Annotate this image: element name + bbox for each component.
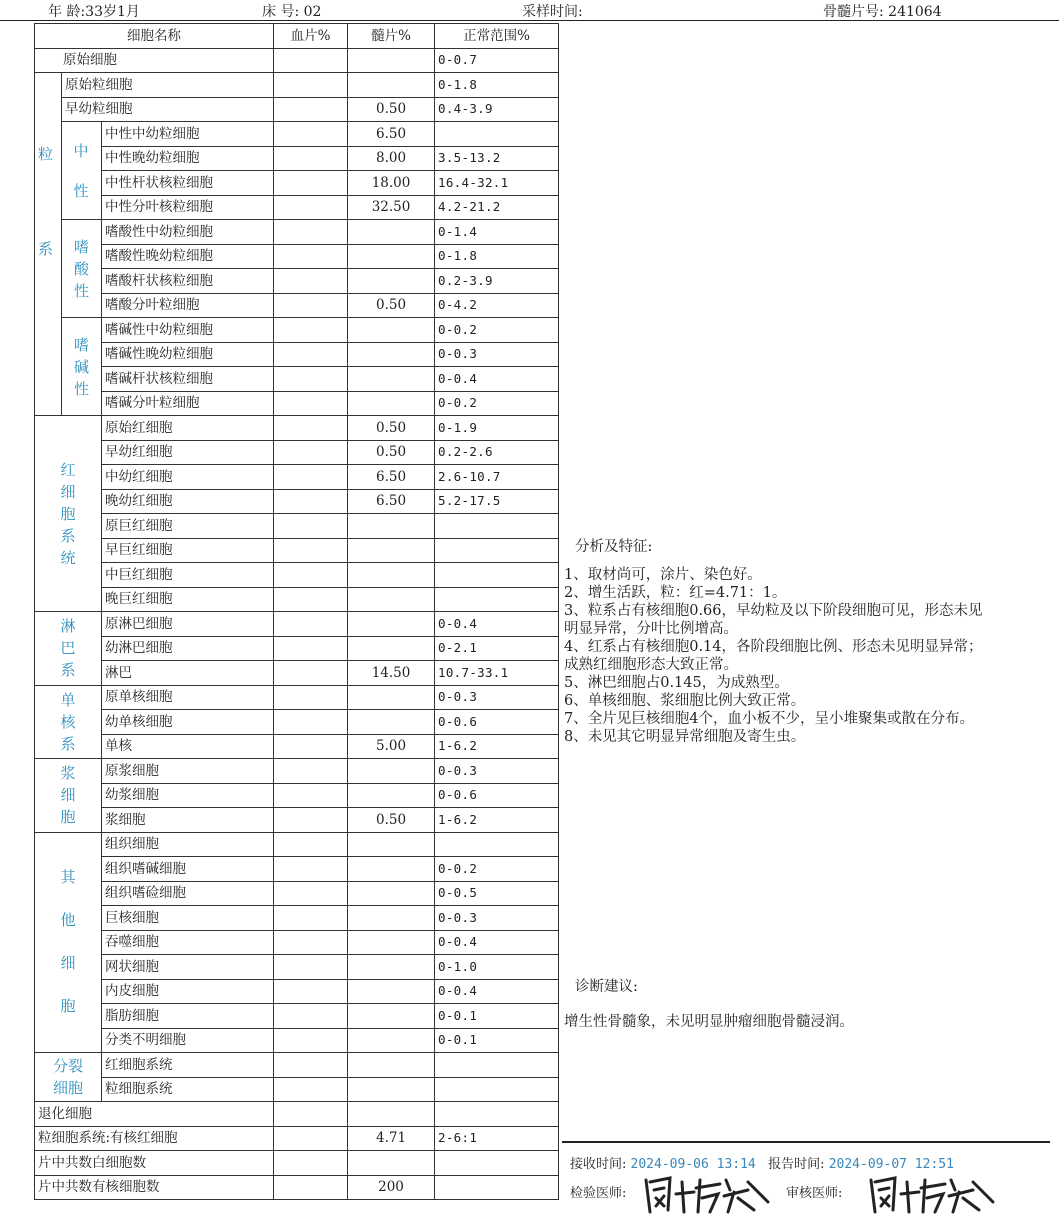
- table-row: [35, 122, 559, 147]
- normal-range: 3.5-13.2: [435, 146, 559, 171]
- group-label: 单核系: [60, 690, 76, 753]
- group-label: 粒系: [36, 146, 54, 336]
- table-row: [35, 759, 559, 784]
- header-divider: [0, 20, 1059, 21]
- marrow-value: [348, 685, 435, 710]
- analysis-item: 4、红系占有核细胞0.14，各阶段细胞比例、形态未见明显异常；成熟红细胞形态大致正常。: [564, 639, 983, 673]
- cell-name: 嗜碱性中幼粒细胞: [102, 318, 274, 343]
- cell-name: 巨核细胞: [102, 906, 274, 931]
- marrow-value: [348, 881, 435, 906]
- table-row: [35, 269, 559, 294]
- table-row: [35, 734, 559, 759]
- group-basophil: [62, 318, 102, 416]
- analysis-item: 3、粒系占有核细胞0.66，早幼粒及以下阶段细胞可见，形态未见明显异常，分叶比例增高。: [564, 603, 983, 637]
- diagnosis-title: 诊断建议:: [575, 979, 638, 995]
- table-row: [35, 416, 559, 441]
- analysis-title: 分析及特征:: [575, 539, 653, 555]
- marrow-value: 8.00: [348, 146, 435, 171]
- blood-value: [274, 1077, 348, 1102]
- marrow-value: [348, 783, 435, 808]
- bed-number: 床 号: 02: [262, 4, 322, 20]
- table-row: [35, 881, 559, 906]
- table-row: [35, 342, 559, 367]
- blood-value: [274, 636, 348, 661]
- analysis-item: 5、淋巴细胞占0.145，为成熟型。: [564, 675, 789, 691]
- marrow-value: 6.50: [348, 122, 435, 147]
- normal-range: [435, 587, 559, 612]
- marrow-value: [348, 1028, 435, 1053]
- analysis-section: [564, 538, 1004, 746]
- blood-value: [274, 514, 348, 539]
- group-neutrophil: [62, 122, 109, 220]
- table-row: [35, 710, 559, 735]
- normal-range: [435, 563, 559, 588]
- blood-value: [274, 269, 348, 294]
- cell-name: 中巨红细胞: [102, 563, 274, 588]
- normal-range: 0-2.1: [435, 636, 559, 661]
- normal-range: 0-0.1: [435, 1004, 559, 1029]
- cell-name: 脂肪细胞: [102, 1004, 274, 1029]
- normal-range: 0-1.8: [435, 244, 559, 269]
- normal-range: 0-0.6: [435, 710, 559, 735]
- blood-value: [274, 832, 348, 857]
- col-cell-name: 细胞名称: [35, 24, 274, 49]
- normal-range: 1-6.2: [435, 808, 559, 833]
- normal-range: 0.2-2.6: [435, 440, 559, 465]
- sample-time: 采样时间:: [522, 4, 583, 20]
- blood-value: [274, 1004, 348, 1029]
- cell-name: 红细胞系统: [102, 1053, 274, 1078]
- cell-name: 嗜酸杆状核粒细胞: [102, 269, 274, 294]
- table-row: [35, 195, 559, 220]
- cell-name: 中幼红细胞: [102, 465, 274, 490]
- cell-name: 原始红细胞: [102, 416, 274, 441]
- normal-range: 0-0.2: [435, 857, 559, 882]
- cell-name: 嗜酸性晚幼粒细胞: [102, 244, 274, 269]
- normal-range: 5.2-17.5: [435, 489, 559, 514]
- blood-value: [274, 489, 348, 514]
- normal-range: 0-1.9: [435, 416, 559, 441]
- cell-name: 退化细胞: [35, 1102, 274, 1127]
- marrow-value: [348, 979, 435, 1004]
- blood-value: [274, 1053, 348, 1078]
- cell-name: 早幼红细胞: [102, 440, 274, 465]
- group-label: 分裂细胞: [52, 1057, 83, 1097]
- table-row: [35, 563, 559, 588]
- blood-value: [274, 293, 348, 318]
- blood-value: [274, 171, 348, 196]
- blood-value: [274, 220, 348, 245]
- group-eosinophil: [62, 220, 102, 318]
- table-row: [35, 146, 559, 171]
- normal-range: 0-0.2: [435, 318, 559, 343]
- marrow-value: 18.00: [348, 171, 435, 196]
- cell-name: 内皮细胞: [102, 979, 274, 1004]
- marrow-value: [348, 1151, 435, 1176]
- marrow-value: [348, 342, 435, 367]
- cell-name: 粒细胞系统:有核红细胞: [35, 1126, 274, 1151]
- cell-name: 幼淋巴细胞: [102, 636, 274, 661]
- table-row: [35, 97, 559, 122]
- table-row: [35, 171, 559, 196]
- normal-range: 0.2-3.9: [435, 269, 559, 294]
- table-row: [35, 636, 559, 661]
- cell-name: 早巨红细胞: [102, 538, 274, 563]
- normal-range: 0-0.7: [435, 48, 559, 73]
- normal-range: 0.4-3.9: [435, 97, 559, 122]
- table-row: [35, 367, 559, 392]
- blood-value: [274, 857, 348, 882]
- blood-value: [274, 97, 348, 122]
- table-row: [35, 293, 559, 318]
- report-time: 2024-09-07 12:51: [828, 1157, 954, 1172]
- cell-count-table: [34, 23, 559, 1200]
- table-row: [35, 979, 559, 1004]
- report-header: [0, 0, 1059, 20]
- cell-name: 单核: [102, 734, 274, 759]
- marrow-value: 4.71: [348, 1126, 435, 1151]
- blood-value: [274, 1175, 348, 1200]
- cell-name: 嗜碱分叶粒细胞: [102, 391, 274, 416]
- table-row: [35, 832, 559, 857]
- diagnosis-text: 增生性骨髓象，未见明显肿瘤细胞骨髓浸润。: [564, 1014, 854, 1030]
- cell-name: 原始粒细胞: [62, 73, 274, 98]
- blood-value: [274, 808, 348, 833]
- marrow-value: 0.50: [348, 440, 435, 465]
- normal-range: 0-0.2: [435, 391, 559, 416]
- group-label: 其他细胞: [60, 868, 76, 1016]
- normal-range: 0-0.4: [435, 367, 559, 392]
- normal-range: [435, 1077, 559, 1102]
- blood-value: [274, 906, 348, 931]
- normal-range: 0-0.6: [435, 783, 559, 808]
- marrow-value: [348, 269, 435, 294]
- group-label: 淋巴系: [60, 617, 76, 680]
- cell-name: 分类不明细胞: [102, 1028, 274, 1053]
- cell-name: 晚巨红细胞: [102, 587, 274, 612]
- blood-value: [274, 881, 348, 906]
- group-label: 嗜碱性: [73, 335, 89, 398]
- table-row: [35, 538, 559, 563]
- blood-value: [274, 955, 348, 980]
- marrow-value: [348, 220, 435, 245]
- cell-name: 组织嗜碱细胞: [102, 857, 274, 882]
- reviewer-signature: [865, 1172, 1005, 1216]
- table-row: [35, 1028, 559, 1053]
- marrow-value: 0.50: [348, 97, 435, 122]
- blood-value: [274, 465, 348, 490]
- cell-name: 淋巴: [102, 661, 274, 686]
- group-granulocyte: [35, 73, 62, 416]
- table-row: [35, 514, 559, 539]
- marrow-value: [348, 391, 435, 416]
- normal-range: [435, 122, 559, 147]
- group-monocyte: [35, 685, 102, 759]
- cell-name: 中性分叶核粒细胞: [102, 195, 274, 220]
- blood-value: [274, 612, 348, 637]
- table-row: [35, 857, 559, 882]
- marrow-value: [348, 636, 435, 661]
- table-row: [35, 612, 559, 637]
- group-erythroid: [35, 416, 102, 612]
- marrow-value: [348, 930, 435, 955]
- normal-range: 0-0.3: [435, 685, 559, 710]
- table-row: [35, 906, 559, 931]
- cell-name: 幼单核细胞: [102, 710, 274, 735]
- normal-range: 0-0.4: [435, 930, 559, 955]
- blood-value: [274, 48, 348, 73]
- table-header-row: [35, 24, 559, 49]
- blood-value: [274, 122, 348, 147]
- normal-range: 0-0.1: [435, 1028, 559, 1053]
- normal-range: 0-0.4: [435, 612, 559, 637]
- group-label: 嗜酸性: [73, 237, 89, 300]
- marrow-value: 6.50: [348, 465, 435, 490]
- table-row: [35, 1004, 559, 1029]
- cell-name: 嗜碱杆状核粒细胞: [102, 367, 274, 392]
- analysis-item: 2、增生活跃，粒：红=4.71：1。: [564, 585, 787, 601]
- blood-value: [274, 685, 348, 710]
- marrow-value: [348, 48, 435, 73]
- cell-name: 片中共数有核细胞数: [35, 1175, 274, 1200]
- normal-range: 0-0.3: [435, 342, 559, 367]
- cell-name: 幼浆细胞: [102, 783, 274, 808]
- group-label: 红细胞系统: [60, 460, 76, 567]
- cell-name: 片中共数白细胞数: [35, 1151, 274, 1176]
- blood-value: [274, 195, 348, 220]
- cell-name: 吞噬细胞: [102, 930, 274, 955]
- normal-range: 0-1.4: [435, 220, 559, 245]
- col-marrow: 髓片%: [348, 24, 435, 49]
- receive-time-label: 接收时间:: [570, 1157, 627, 1172]
- cell-name: 嗜酸分叶粒细胞: [102, 293, 274, 318]
- blood-value: [274, 587, 348, 612]
- group-other: [35, 832, 102, 1053]
- group-label: 浆细胞: [60, 764, 76, 827]
- cell-name: 粒细胞系统: [102, 1077, 274, 1102]
- analysis-item: 1、取材尚可，涂片、染色好。: [564, 567, 762, 583]
- normal-range: [435, 1102, 559, 1127]
- blood-value: [274, 661, 348, 686]
- normal-range: 0-1.0: [435, 955, 559, 980]
- table-row: [35, 1102, 559, 1127]
- normal-range: 0-0.4: [435, 979, 559, 1004]
- normal-range: 0-0.5: [435, 881, 559, 906]
- marrow-value: [348, 710, 435, 735]
- group-label: 中性: [73, 141, 109, 200]
- marrow-value: [348, 955, 435, 980]
- marrow-value: [348, 244, 435, 269]
- table-row: [35, 1126, 559, 1151]
- blood-value: [274, 146, 348, 171]
- normal-range: 16.4-32.1: [435, 171, 559, 196]
- blood-value: [274, 342, 348, 367]
- blood-value: [274, 440, 348, 465]
- blood-value: [274, 318, 348, 343]
- normal-range: 2-6:1: [435, 1126, 559, 1151]
- marrow-value: [348, 587, 435, 612]
- marrow-value: 0.50: [348, 416, 435, 441]
- marrow-slide-number: 骨髓片号: 241064: [823, 4, 942, 20]
- blood-value: [274, 367, 348, 392]
- table-row: [35, 1175, 559, 1200]
- normal-range: [435, 1151, 559, 1176]
- report-time-label: 报告时间:: [768, 1157, 825, 1172]
- diagnosis-section: [564, 975, 1004, 1031]
- blood-value: [274, 930, 348, 955]
- marrow-value: 0.50: [348, 808, 435, 833]
- group-mitotic: [35, 1053, 102, 1102]
- cell-name: 原单核细胞: [102, 685, 274, 710]
- normal-range: 4.2-21.2: [435, 195, 559, 220]
- cell-name: 中性晚幼粒细胞: [102, 146, 274, 171]
- table-row: [35, 930, 559, 955]
- normal-range: [435, 1053, 559, 1078]
- cell-name: 早幼粒细胞: [62, 97, 274, 122]
- table-row: [35, 391, 559, 416]
- footer-times: [570, 1153, 954, 1172]
- blood-value: [274, 710, 348, 735]
- receive-time: 2024-09-06 13:14: [630, 1157, 756, 1172]
- cell-name: 原巨红细胞: [102, 514, 274, 539]
- group-lymphoid: [35, 612, 102, 686]
- marrow-value: [348, 906, 435, 931]
- cell-name: 嗜碱性晚幼粒细胞: [102, 342, 274, 367]
- marrow-value: [348, 1077, 435, 1102]
- analysis-item: 6、单核细胞、浆细胞比例大致正常。: [564, 693, 806, 709]
- analysis-item: 7、全片见巨核细胞4个，血小板不少，呈小堆聚集或散在分布。: [564, 711, 974, 727]
- table-row: [35, 1151, 559, 1176]
- marrow-value: [348, 563, 435, 588]
- normal-range: 0-0.3: [435, 759, 559, 784]
- marrow-value: 6.50: [348, 489, 435, 514]
- blood-value: [274, 416, 348, 441]
- table-row: [35, 783, 559, 808]
- examiner-signature: [640, 1172, 780, 1216]
- normal-range: [435, 514, 559, 539]
- normal-range: [435, 1175, 559, 1200]
- table-row: [35, 955, 559, 980]
- reviewer-label: 审核医师:: [786, 1186, 843, 1201]
- blood-value: [274, 538, 348, 563]
- marrow-value: [348, 1053, 435, 1078]
- marrow-value: [348, 857, 435, 882]
- analysis-item: 8、未见其它明显异常细胞及寄生虫。: [564, 729, 806, 745]
- normal-range: 2.6-10.7: [435, 465, 559, 490]
- group-plasma: [35, 759, 102, 833]
- blood-value: [274, 1126, 348, 1151]
- table-row: [35, 73, 559, 98]
- footer-divider: [562, 1141, 1050, 1143]
- marrow-value: [348, 1102, 435, 1127]
- normal-range: 0-4.2: [435, 293, 559, 318]
- blood-value: [274, 734, 348, 759]
- marrow-value: 32.50: [348, 195, 435, 220]
- table-row: [35, 220, 559, 245]
- table-row: [35, 1077, 559, 1102]
- marrow-value: [348, 832, 435, 857]
- blood-value: [274, 783, 348, 808]
- normal-range: 0-0.3: [435, 906, 559, 931]
- cell-name: 原浆细胞: [102, 759, 274, 784]
- marrow-value: [348, 514, 435, 539]
- table-row: [35, 1053, 559, 1078]
- cell-name: 网状细胞: [102, 955, 274, 980]
- cell-name: 中性杆状核粒细胞: [102, 171, 274, 196]
- normal-range: 10.7-33.1: [435, 661, 559, 686]
- normal-range: [435, 832, 559, 857]
- blood-value: [274, 759, 348, 784]
- marrow-value: [348, 73, 435, 98]
- blood-value: [274, 244, 348, 269]
- normal-range: [435, 538, 559, 563]
- cell-name: 组织嗜硷细胞: [102, 881, 274, 906]
- col-blood: 血片%: [274, 24, 348, 49]
- cell-name: 中性中幼粒细胞: [102, 122, 274, 147]
- marrow-value: [348, 318, 435, 343]
- marrow-value: [348, 367, 435, 392]
- table-row: [35, 587, 559, 612]
- table-row: [35, 489, 559, 514]
- marrow-value: [348, 612, 435, 637]
- blood-value: [274, 1102, 348, 1127]
- marrow-value: 0.50: [348, 293, 435, 318]
- table-row: [35, 808, 559, 833]
- cell-name: 原淋巴细胞: [102, 612, 274, 637]
- blood-value: [274, 563, 348, 588]
- marrow-value: [348, 538, 435, 563]
- blood-value: [274, 391, 348, 416]
- blood-value: [274, 73, 348, 98]
- table-row: [35, 244, 559, 269]
- table-row: [35, 465, 559, 490]
- marrow-value: 200: [348, 1175, 435, 1200]
- examiner-label: 检验医师:: [570, 1186, 627, 1201]
- col-range: 正常范围%: [435, 24, 559, 49]
- cell-name: 浆细胞: [102, 808, 274, 833]
- table-row: [35, 661, 559, 686]
- blood-value: [274, 1028, 348, 1053]
- patient-age: 年 龄:33岁1月: [48, 4, 140, 20]
- marrow-value: 5.00: [348, 734, 435, 759]
- cell-name: 晚幼红细胞: [102, 489, 274, 514]
- normal-range: 1-6.2: [435, 734, 559, 759]
- table-row: [35, 440, 559, 465]
- blood-value: [274, 979, 348, 1004]
- normal-range: 0-1.8: [435, 73, 559, 98]
- blood-value: [274, 1151, 348, 1176]
- cell-name: 组织细胞: [102, 832, 274, 857]
- table-row: [35, 685, 559, 710]
- cell-name: 原始细胞: [35, 48, 274, 73]
- marrow-value: 14.50: [348, 661, 435, 686]
- table-row: [35, 48, 559, 73]
- cell-name: 嗜酸性中幼粒细胞: [102, 220, 274, 245]
- marrow-value: [348, 1004, 435, 1029]
- table-row: [35, 318, 559, 343]
- marrow-value: [348, 759, 435, 784]
